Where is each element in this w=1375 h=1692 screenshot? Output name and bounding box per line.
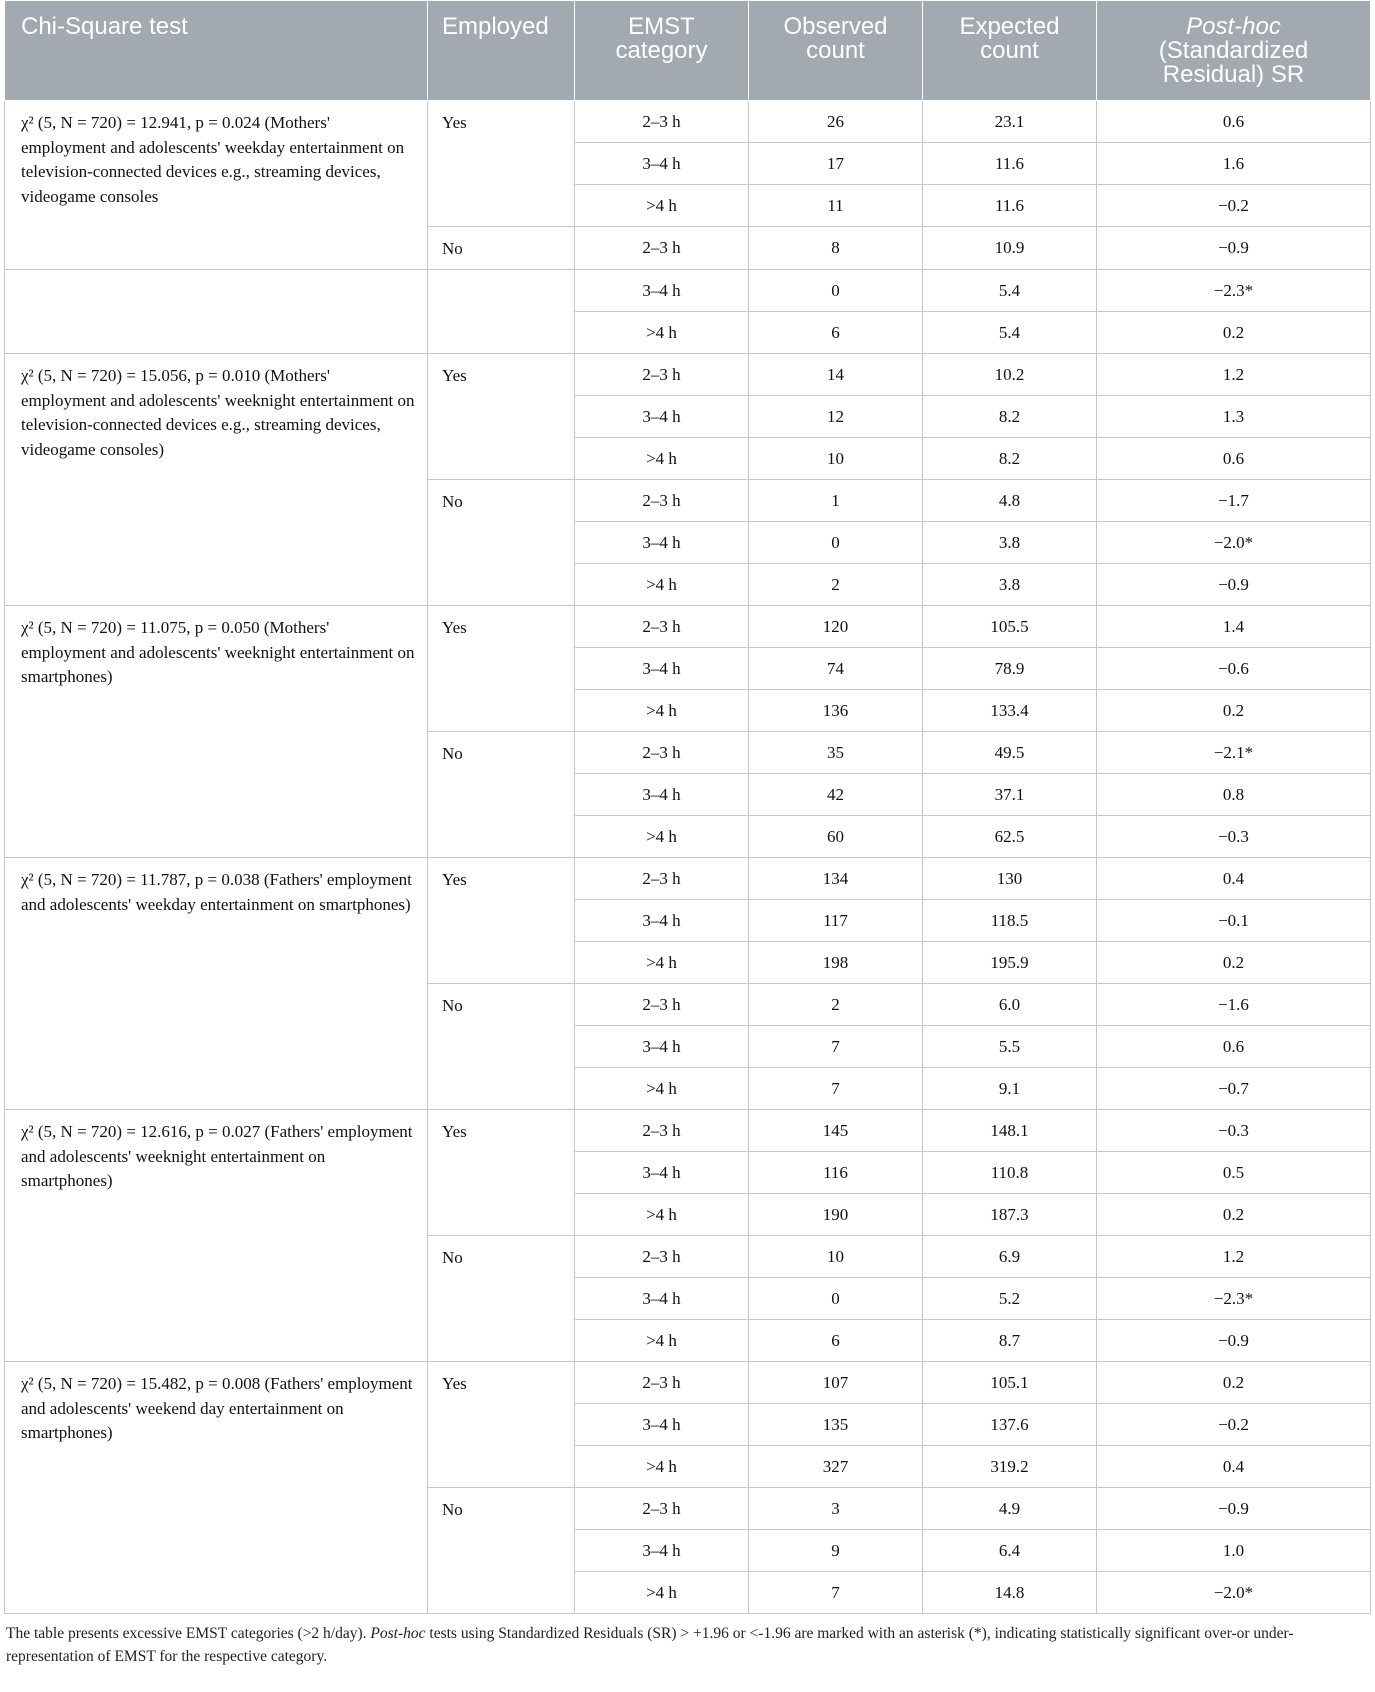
expected-count-cell: 118.5	[923, 900, 1097, 942]
footnote-part1: The table presents excessive EMST categories (>2 h/day).	[6, 1625, 371, 1642]
expected-count-cell: 11.6	[923, 185, 1097, 227]
expected-count-cell: 105.5	[923, 606, 1097, 648]
expected-count-cell: 3.8	[923, 522, 1097, 564]
observed-count-cell: 26	[749, 101, 923, 143]
employed-cell	[428, 270, 575, 354]
emst-category-cell: 2–3 h	[575, 1110, 749, 1152]
observed-count-cell: 8	[749, 227, 923, 270]
table-body	[5, 101, 1371, 1614]
emst-category-cell: 2–3 h	[575, 606, 749, 648]
standardized-residual-cell: −0.9	[1097, 1320, 1371, 1362]
expected-count-cell: 105.1	[923, 1362, 1097, 1404]
employed-cell: Yes	[428, 606, 575, 732]
expected-count-cell: 133.4	[923, 690, 1097, 732]
test-statistic: χ² (5, N = 720) = 12.616, p = 0.027	[21, 1122, 261, 1141]
observed-count-cell: 1	[749, 480, 923, 522]
observed-count-cell: 0	[749, 270, 923, 312]
employed-cell: Yes	[428, 354, 575, 480]
table-row	[5, 270, 1371, 312]
emst-category-cell: >4 h	[575, 312, 749, 354]
emst-category-cell: 2–3 h	[575, 732, 749, 774]
expected-count-cell: 137.6	[923, 1404, 1097, 1446]
emst-category-cell: 2–3 h	[575, 354, 749, 396]
employed-cell: No	[428, 1236, 575, 1362]
employed-cell: No	[428, 1488, 575, 1614]
employed-cell: Yes	[428, 1362, 575, 1488]
standardized-residual-cell: 0.2	[1097, 312, 1371, 354]
chi-square-test-cell	[5, 606, 428, 858]
observed-count-cell: 12	[749, 396, 923, 438]
standardized-residual-cell: 0.6	[1097, 1026, 1371, 1068]
table-row	[5, 101, 1371, 143]
standardized-residual-cell: −0.6	[1097, 648, 1371, 690]
observed-count-cell: 198	[749, 942, 923, 984]
expected-count-cell: 187.3	[923, 1194, 1097, 1236]
expected-count-cell: 3.8	[923, 564, 1097, 606]
observed-count-cell: 7	[749, 1572, 923, 1614]
standardized-residual-cell: −2.0*	[1097, 1572, 1371, 1614]
chi-square-table	[4, 0, 1371, 1614]
emst-category-cell: 2–3 h	[575, 1236, 749, 1278]
emst-category-cell: >4 h	[575, 816, 749, 858]
standardized-residual-cell: −0.1	[1097, 900, 1371, 942]
expected-count-cell: 4.9	[923, 1488, 1097, 1530]
standardized-residual-cell: 1.2	[1097, 1236, 1371, 1278]
test-statistic: χ² (5, N = 720) = 15.056, p = 0.010	[21, 366, 261, 385]
employed-cell: No	[428, 480, 575, 606]
expected-count-cell: 9.1	[923, 1068, 1097, 1110]
expected-count-cell: 14.8	[923, 1572, 1097, 1614]
chi-square-test-cell	[5, 101, 428, 270]
observed-count-cell: 6	[749, 1320, 923, 1362]
table-wrapper	[4, 0, 1370, 1668]
expected-count-cell: 5.5	[923, 1026, 1097, 1068]
expected-count-cell: 8.2	[923, 396, 1097, 438]
emst-category-cell: >4 h	[575, 1446, 749, 1488]
emst-category-cell: 3–4 h	[575, 270, 749, 312]
header-post-hoc-rest: (Standardized Residual) SR	[1158, 37, 1309, 88]
expected-count-cell: 5.2	[923, 1278, 1097, 1320]
header-post-hoc	[1097, 1, 1371, 101]
emst-category-cell: 3–4 h	[575, 396, 749, 438]
observed-count-cell: 10	[749, 438, 923, 480]
test-statistic: χ² (5, N = 720) = 11.787, p = 0.038	[21, 870, 260, 889]
employed-cell: Yes	[428, 1110, 575, 1236]
emst-category-cell: 3–4 h	[575, 774, 749, 816]
emst-category-cell: 2–3 h	[575, 1362, 749, 1404]
emst-category-cell: 2–3 h	[575, 227, 749, 270]
expected-count-cell: 195.9	[923, 942, 1097, 984]
observed-count-cell: 0	[749, 522, 923, 564]
table-row	[5, 1110, 1371, 1152]
expected-count-cell: 8.7	[923, 1320, 1097, 1362]
observed-count-cell: 11	[749, 185, 923, 227]
standardized-residual-cell: −0.2	[1097, 1404, 1371, 1446]
chi-square-test-cell	[5, 354, 428, 606]
standardized-residual-cell: 0.2	[1097, 942, 1371, 984]
emst-category-cell: 3–4 h	[575, 1404, 749, 1446]
standardized-residual-cell: −1.7	[1097, 480, 1371, 522]
employed-cell: No	[428, 984, 575, 1110]
observed-count-cell: 116	[749, 1152, 923, 1194]
observed-count-cell: 107	[749, 1362, 923, 1404]
emst-category-cell: >4 h	[575, 1068, 749, 1110]
standardized-residual-cell: 1.4	[1097, 606, 1371, 648]
observed-count-cell: 14	[749, 354, 923, 396]
test-description: (Fathers' employment and adolescents' weekday entertainment on smartphones)	[21, 870, 412, 914]
emst-category-cell: 3–4 h	[575, 1278, 749, 1320]
standardized-residual-cell: −2.3*	[1097, 1278, 1371, 1320]
emst-category-cell: >4 h	[575, 564, 749, 606]
observed-count-cell: 120	[749, 606, 923, 648]
standardized-residual-cell: 0.2	[1097, 1362, 1371, 1404]
emst-category-cell: 3–4 h	[575, 522, 749, 564]
header-emst-category: EMST category	[575, 1, 749, 101]
expected-count-cell: 10.9	[923, 227, 1097, 270]
observed-count-cell: 35	[749, 732, 923, 774]
header-chi-square-test: Chi-Square test	[5, 1, 428, 101]
standardized-residual-cell: 0.8	[1097, 774, 1371, 816]
observed-count-cell: 42	[749, 774, 923, 816]
standardized-residual-cell: −2.1*	[1097, 732, 1371, 774]
emst-category-cell: 3–4 h	[575, 1026, 749, 1068]
header-employed: Employed	[428, 1, 575, 101]
observed-count-cell: 17	[749, 143, 923, 185]
table-header	[5, 1, 1371, 101]
expected-count-cell: 5.4	[923, 312, 1097, 354]
test-statistic: χ² (5, N = 720) = 15.482, p = 0.008	[21, 1374, 261, 1393]
standardized-residual-cell: −0.9	[1097, 227, 1371, 270]
table-row	[5, 1362, 1371, 1404]
header-observed-count: Observed count	[749, 1, 923, 101]
table-row	[5, 606, 1371, 648]
test-description: (Fathers' employment and adolescents' weekend day entertainment on smartphones)	[21, 1374, 413, 1442]
emst-category-cell: >4 h	[575, 438, 749, 480]
standardized-residual-cell: 1.2	[1097, 354, 1371, 396]
expected-count-cell: 6.4	[923, 1530, 1097, 1572]
test-description: (Fathers' employment and adolescents' weeknight entertainment on smartphones)	[21, 1122, 413, 1190]
observed-count-cell: 7	[749, 1026, 923, 1068]
standardized-residual-cell: −2.0*	[1097, 522, 1371, 564]
emst-category-cell: 3–4 h	[575, 1530, 749, 1572]
expected-count-cell: 11.6	[923, 143, 1097, 185]
emst-category-cell: 3–4 h	[575, 648, 749, 690]
expected-count-cell: 148.1	[923, 1110, 1097, 1152]
expected-count-cell: 78.9	[923, 648, 1097, 690]
expected-count-cell: 6.0	[923, 984, 1097, 1026]
emst-category-cell: >4 h	[575, 185, 749, 227]
standardized-residual-cell: −1.6	[1097, 984, 1371, 1026]
observed-count-cell: 6	[749, 312, 923, 354]
standardized-residual-cell: 0.5	[1097, 1152, 1371, 1194]
table-row	[5, 858, 1371, 900]
expected-count-cell: 4.8	[923, 480, 1097, 522]
test-statistic: χ² (5, N = 720) = 12.941, p = 0.024	[21, 113, 261, 132]
chi-square-test-cell	[5, 1362, 428, 1614]
emst-category-cell: 2–3 h	[575, 858, 749, 900]
employed-cell: No	[428, 732, 575, 858]
chi-square-test-cell	[5, 858, 428, 1110]
emst-category-cell: 3–4 h	[575, 1152, 749, 1194]
emst-category-cell: 3–4 h	[575, 143, 749, 185]
emst-category-cell: >4 h	[575, 942, 749, 984]
standardized-residual-cell: 0.6	[1097, 438, 1371, 480]
expected-count-cell: 110.8	[923, 1152, 1097, 1194]
observed-count-cell: 10	[749, 1236, 923, 1278]
expected-count-cell: 6.9	[923, 1236, 1097, 1278]
standardized-residual-cell: 1.6	[1097, 143, 1371, 185]
standardized-residual-cell: 0.6	[1097, 101, 1371, 143]
emst-category-cell: 2–3 h	[575, 101, 749, 143]
standardized-residual-cell: −0.3	[1097, 1110, 1371, 1152]
expected-count-cell: 37.1	[923, 774, 1097, 816]
employed-cell: Yes	[428, 858, 575, 984]
expected-count-cell: 23.1	[923, 101, 1097, 143]
header-row	[5, 1, 1371, 101]
header-post-hoc-italic: Post-hoc	[1186, 13, 1281, 40]
expected-count-cell: 49.5	[923, 732, 1097, 774]
standardized-residual-cell: 0.4	[1097, 858, 1371, 900]
emst-category-cell: 2–3 h	[575, 984, 749, 1026]
observed-count-cell: 135	[749, 1404, 923, 1446]
emst-category-cell: >4 h	[575, 1572, 749, 1614]
expected-count-cell: 8.2	[923, 438, 1097, 480]
standardized-residual-cell: 1.3	[1097, 396, 1371, 438]
observed-count-cell: 136	[749, 690, 923, 732]
observed-count-cell: 74	[749, 648, 923, 690]
header-expected-count: Expected count	[923, 1, 1097, 101]
emst-category-cell: 2–3 h	[575, 1488, 749, 1530]
expected-count-cell: 10.2	[923, 354, 1097, 396]
expected-count-cell: 5.4	[923, 270, 1097, 312]
employed-cell: Yes	[428, 101, 575, 227]
standardized-residual-cell: 1.0	[1097, 1530, 1371, 1572]
observed-count-cell: 145	[749, 1110, 923, 1152]
chi-square-test-cell	[5, 1110, 428, 1362]
observed-count-cell: 9	[749, 1530, 923, 1572]
employed-cell: No	[428, 227, 575, 270]
test-statistic: χ² (5, N = 720) = 11.075, p = 0.050	[21, 618, 260, 637]
observed-count-cell: 134	[749, 858, 923, 900]
emst-category-cell: >4 h	[575, 1194, 749, 1236]
standardized-residual-cell: 0.2	[1097, 1194, 1371, 1236]
observed-count-cell: 117	[749, 900, 923, 942]
test-description: (Mothers' employment and adolescents' weeknight entertainment on television-connected devices e.g., streaming devices, videogame consoles)	[21, 366, 415, 459]
standardized-residual-cell: 0.2	[1097, 690, 1371, 732]
observed-count-cell: 327	[749, 1446, 923, 1488]
emst-category-cell: 3–4 h	[575, 900, 749, 942]
observed-count-cell: 0	[749, 1278, 923, 1320]
standardized-residual-cell: −0.3	[1097, 816, 1371, 858]
emst-category-cell: >4 h	[575, 690, 749, 732]
observed-count-cell: 190	[749, 1194, 923, 1236]
footnote-part2: tests using Standardized Residuals (SR) > +1.96 or <-1.96 are marked with an asterisk (*), indicating statistically significant over-or under-representation of EMST for the respective category.	[6, 1625, 1294, 1665]
table-footnote	[4, 1622, 1372, 1668]
observed-count-cell: 3	[749, 1488, 923, 1530]
observed-count-cell: 7	[749, 1068, 923, 1110]
standardized-residual-cell: −0.2	[1097, 185, 1371, 227]
standardized-residual-cell: 0.4	[1097, 1446, 1371, 1488]
table-row	[5, 354, 1371, 396]
expected-count-cell: 62.5	[923, 816, 1097, 858]
observed-count-cell: 2	[749, 984, 923, 1026]
standardized-residual-cell: −0.9	[1097, 1488, 1371, 1530]
test-description: (Mothers' employment and adolescents' weekday entertainment on television-connected devices e.g., streaming devices, videogame consoles	[21, 113, 405, 206]
emst-category-cell: 2–3 h	[575, 480, 749, 522]
observed-count-cell: 2	[749, 564, 923, 606]
expected-count-cell: 319.2	[923, 1446, 1097, 1488]
observed-count-cell: 60	[749, 816, 923, 858]
emst-category-cell: >4 h	[575, 1320, 749, 1362]
standardized-residual-cell: −0.7	[1097, 1068, 1371, 1110]
standardized-residual-cell: −0.9	[1097, 564, 1371, 606]
chi-square-test-cell	[5, 270, 428, 354]
expected-count-cell: 130	[923, 858, 1097, 900]
footnote-italic: Post-hoc	[370, 1625, 426, 1642]
test-description: (Mothers' employment and adolescents' weeknight entertainment on smartphones)	[21, 618, 415, 686]
standardized-residual-cell: −2.3*	[1097, 270, 1371, 312]
